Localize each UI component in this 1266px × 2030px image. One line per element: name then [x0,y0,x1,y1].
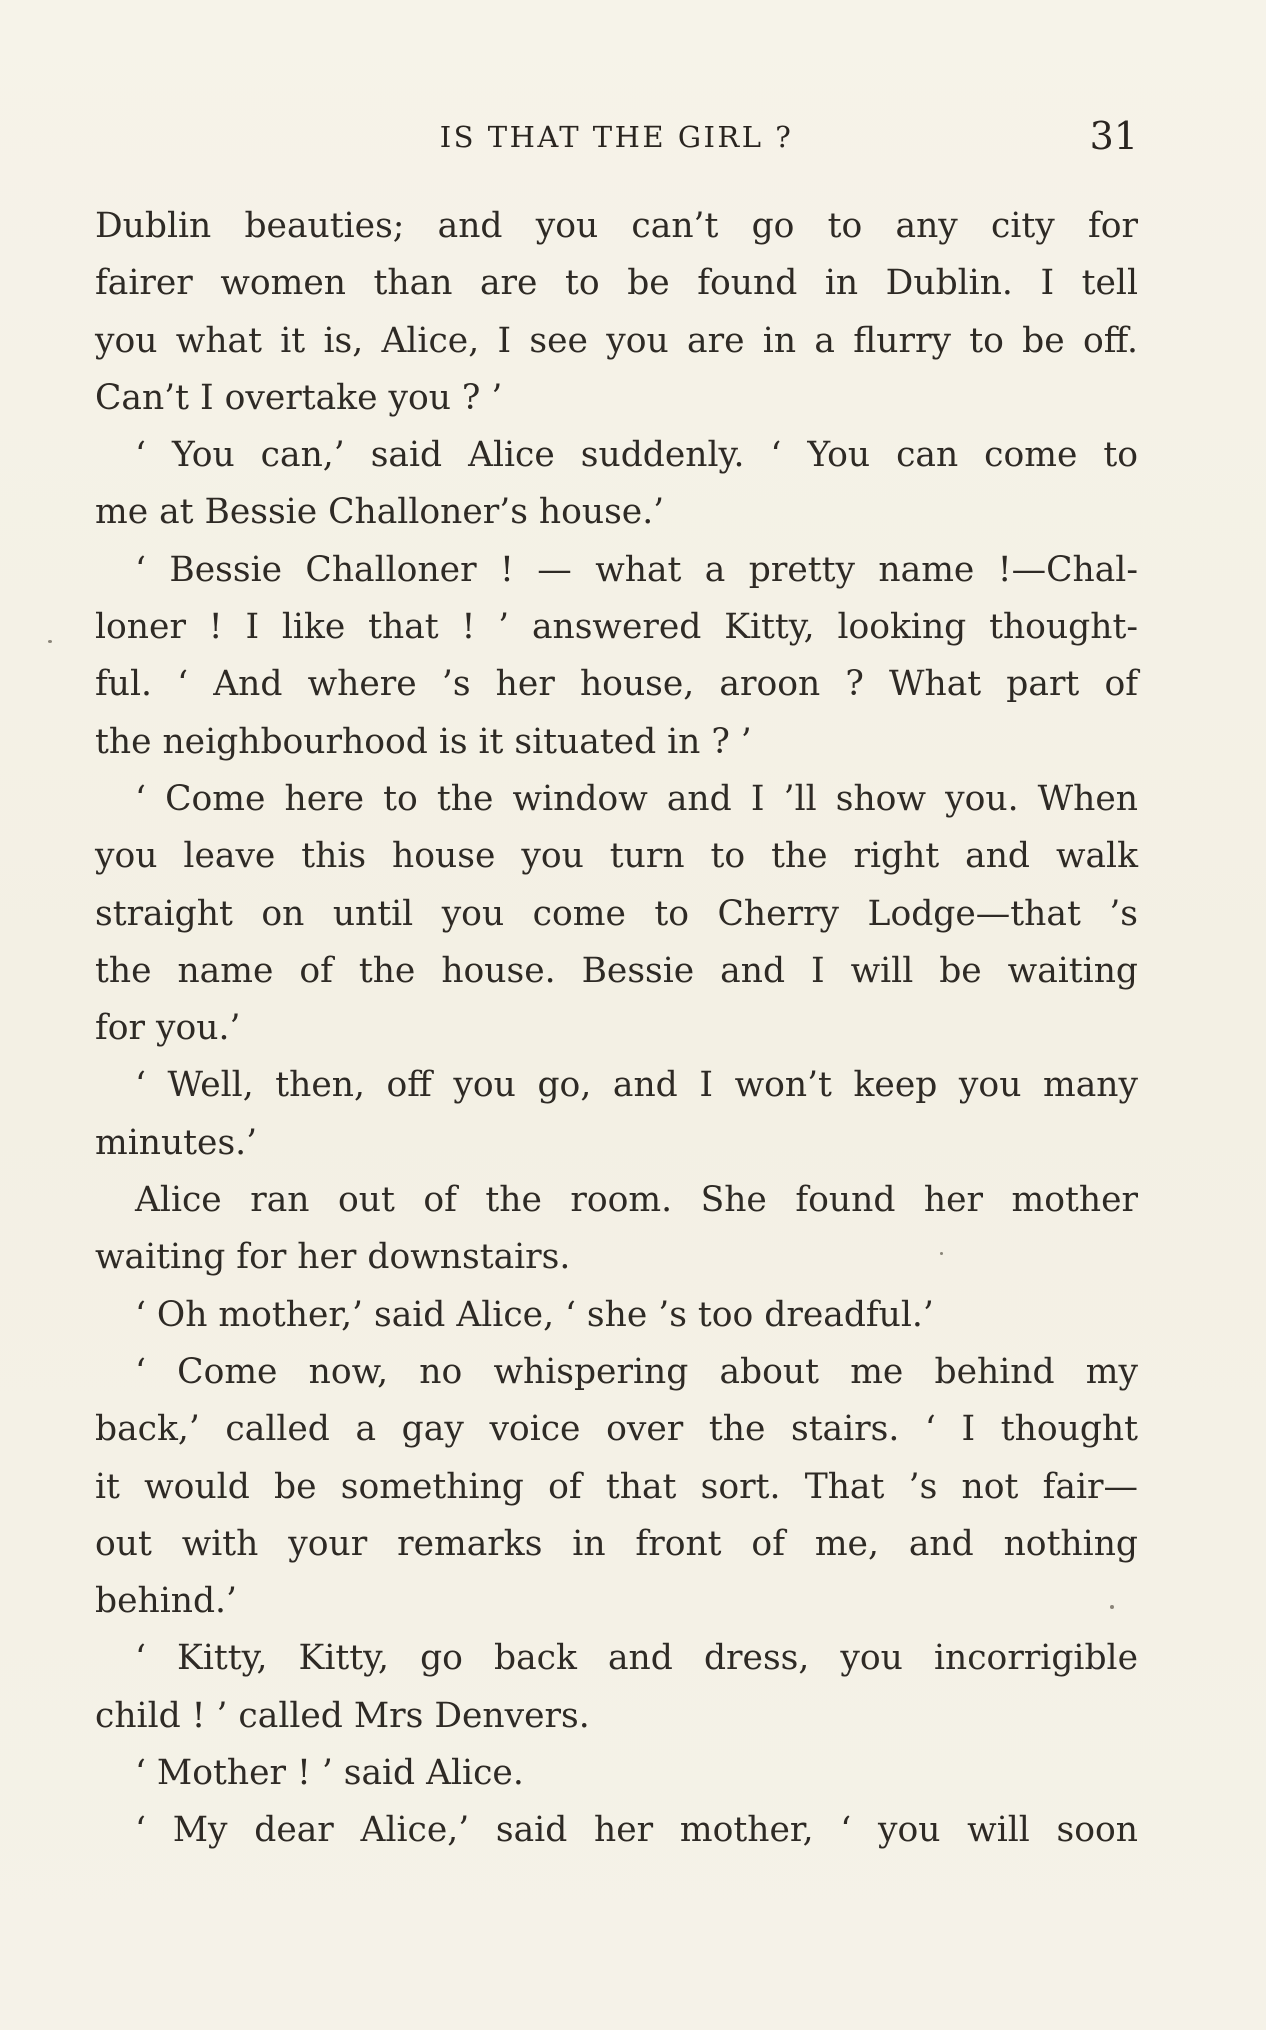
text-line: you leave this house you turn to the right and walk [95,836,1138,877]
text-line: fairer women than are to be found in Dublin. I tell [95,263,1138,304]
text-line: loner ! I like that ! ’ answered Kitty, looking thought- [95,607,1138,648]
text-line: ‘ Bessie Challoner ! — what a pretty name !—Chal- [135,549,1138,590]
text-line: Can’t I overtake you ? ’ [95,377,503,418]
text-line: Dublin beauties; and you can’t go to any city for [95,206,1138,246]
text-line: minutes.’ [95,1122,258,1163]
text-line: ‘ Oh mother,’ said Alice, ‘ she ’s too dreadful.’ [135,1294,934,1335]
text-line: straight on until you come to Cherry Lodge—that ’s [95,893,1138,934]
text-line: for you.’ [95,1008,241,1049]
text-line: ‘ My dear Alice,’ said her mother, ‘ you will soon [135,1810,1138,1851]
text-line: the name of the house. Bessie and I will be waiting [95,950,1138,991]
text-line: Alice ran out of the room. She found her mother [135,1180,1138,1221]
text-line: ‘ Well, then, off you go, and I won’t keep you many [135,1065,1138,1106]
text-line: out with your remarks in front of me, and nothing [95,1523,1138,1564]
paper-speck [48,640,52,643]
text-line: ‘ Mother ! ’ said Alice. [135,1753,524,1794]
page-header [95,114,1138,164]
text-line: behind.’ [95,1581,237,1622]
body-text [95,198,1138,1860]
running-title: IS THAT THE GIRL ? [439,120,794,154]
text-line: it would be something of that sort. That ’s not fair— [95,1466,1138,1507]
text-line: ‘ You can,’ said Alice suddenly. ‘ You can come to [135,435,1138,476]
page-number: 31 [1089,114,1138,158]
text-line: the neighbourhood is it situated in ? ’ [95,721,752,762]
text-line: me at Bessie Challoner’s house.’ [95,492,665,533]
text-line: waiting for her downstairs. [95,1237,571,1278]
text-line: ful. ‘ And where ’s her house, aroon ? What part of [95,664,1138,705]
text-line: ‘ Kitty, Kitty, go back and dress, you incorrigible [135,1638,1138,1679]
paper-speck [1110,1605,1114,1609]
paper-speck [940,1252,943,1255]
text-line: back,’ called a gay voice over the stairs. ‘ I thought [95,1409,1138,1450]
text-line: child ! ’ called Mrs Denvers. [95,1695,590,1736]
text-line: ‘ Come now, no whispering about me behind my [135,1351,1138,1392]
text-line: ‘ Come here to the window and I ’ll show you. When [135,778,1138,819]
text-line: you what it is, Alice, I see you are in a flurry to be off. [95,320,1138,361]
